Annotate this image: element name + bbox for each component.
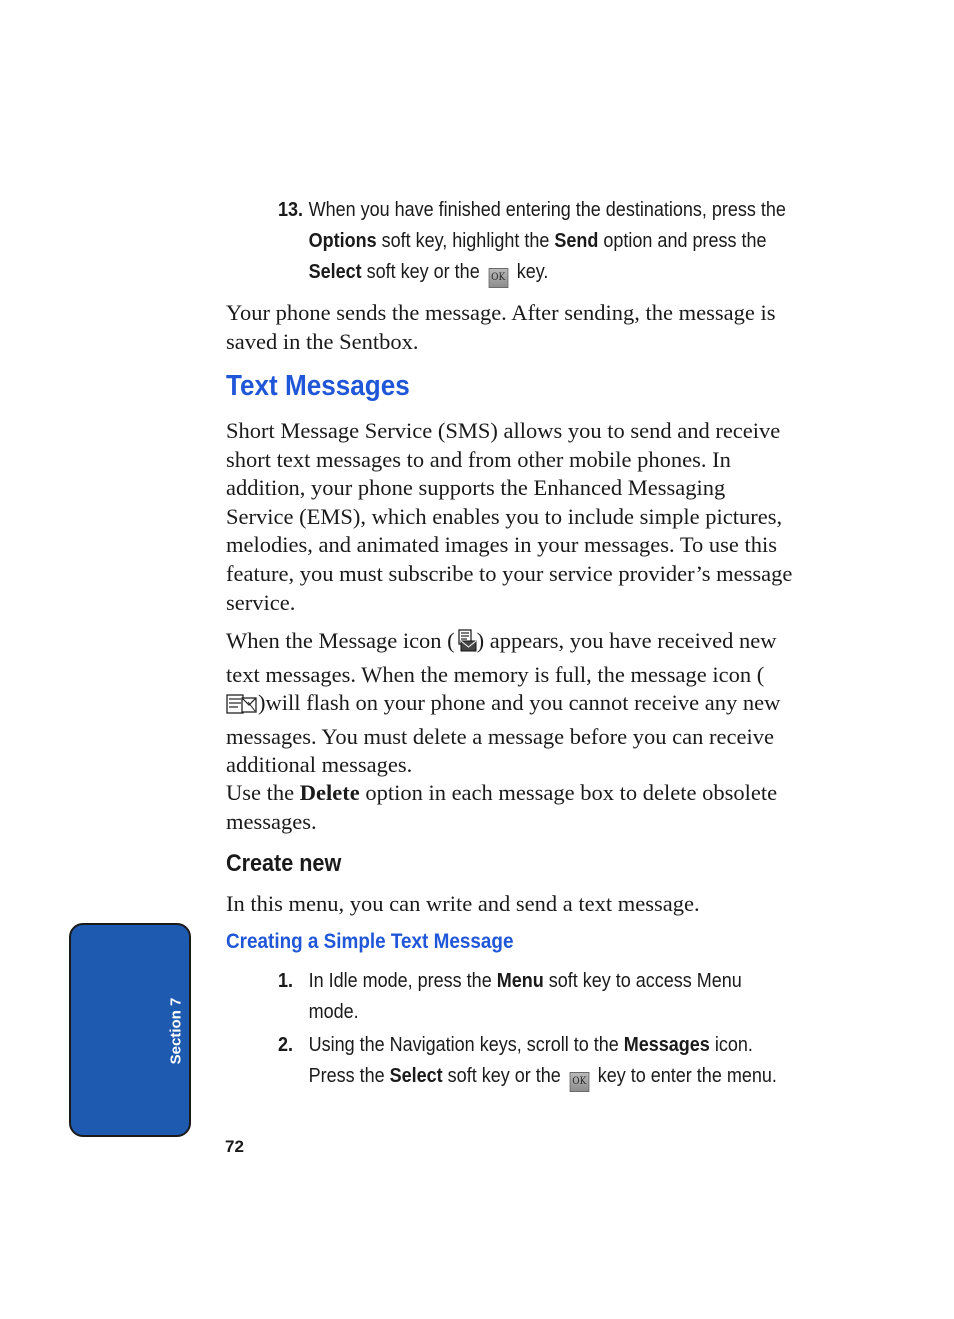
- step-text-part: soft key to access Menu mode.: [308, 970, 742, 1023]
- paragraph-sms: Short Message Service (SMS) allows you to send and receive short text messages to and from other mobile phones. In addition, your phone supports the Enhanced Messaging Service (EMS), which enables you to include simple pictures, melodies, and animated images in your messages. To use this feature, you must subscribe to your service provider’s message service.: [226, 418, 793, 615]
- paragraph-sent: Your phone sends the message. After sending, the message is saved in the Sentbox.: [226, 300, 776, 354]
- heading-text-messages: Text Messages: [226, 370, 410, 402]
- paragraph-text-part: When the Message icon (: [226, 628, 455, 653]
- send-term: Send: [554, 230, 599, 252]
- step-number: 13.: [278, 199, 304, 221]
- step-number: 2.: [278, 1034, 294, 1056]
- message-icon: [455, 629, 477, 661]
- section-tab-label: Section 7: [167, 997, 185, 1065]
- step-text-part: In Idle mode, press the: [308, 970, 497, 992]
- step-text-part: soft key, highlight the: [376, 230, 555, 252]
- ok-key-icon: OK: [488, 268, 508, 288]
- paragraph-delete: [226, 779, 796, 836]
- step-text-part: soft key or the: [442, 1065, 561, 1087]
- step-number: 1.: [278, 970, 294, 992]
- heading-create-new: Create new: [226, 850, 342, 877]
- step-text: [309, 1030, 795, 1092]
- options-term: Options: [308, 230, 377, 252]
- step-text-part: key to enter the menu.: [597, 1065, 777, 1087]
- step-text-part: Using the Navigation keys, scroll to the: [308, 1034, 624, 1056]
- paragraph-message-icon: [226, 627, 796, 780]
- step-1: [278, 966, 746, 1028]
- paragraph-text-part: ) appears, you have received new text messages. When the memory is full, the message icon (: [226, 628, 777, 687]
- menu-term: Menu: [496, 970, 544, 992]
- step-text-part: option and press the: [598, 230, 767, 252]
- page-number: 72: [225, 1137, 244, 1156]
- step-text-part: key.: [516, 261, 549, 283]
- ok-key-icon: OK: [569, 1072, 589, 1092]
- paragraph-text-part: Use the: [226, 780, 300, 805]
- message-full-icon: [226, 693, 258, 723]
- select-term: Select: [308, 261, 362, 283]
- step-text-part: soft key or the: [361, 261, 480, 283]
- step-text: [309, 195, 795, 288]
- paragraph-create: In this menu, you can write and send a text message.: [226, 891, 700, 916]
- step-text-part: When you have finished entering the destinations, press the: [308, 199, 786, 221]
- delete-term: Delete: [299, 780, 360, 805]
- paragraph-text-part: option in each message box to delete obsolete messages.: [226, 780, 778, 834]
- step-13: [278, 195, 786, 288]
- step-text-part: icon. Press the: [308, 1034, 753, 1087]
- step-text: [309, 966, 795, 1028]
- step-2: [278, 1030, 777, 1092]
- messages-term: Messages: [623, 1034, 710, 1056]
- select-term: Select: [389, 1065, 443, 1087]
- heading-creating-simple-text-message: Creating a Simple Text Message: [226, 930, 514, 953]
- paragraph-text-part: )will flash on your phone and you cannot receive any new messages. You must delete a message before you can receive additional messages.: [226, 690, 781, 778]
